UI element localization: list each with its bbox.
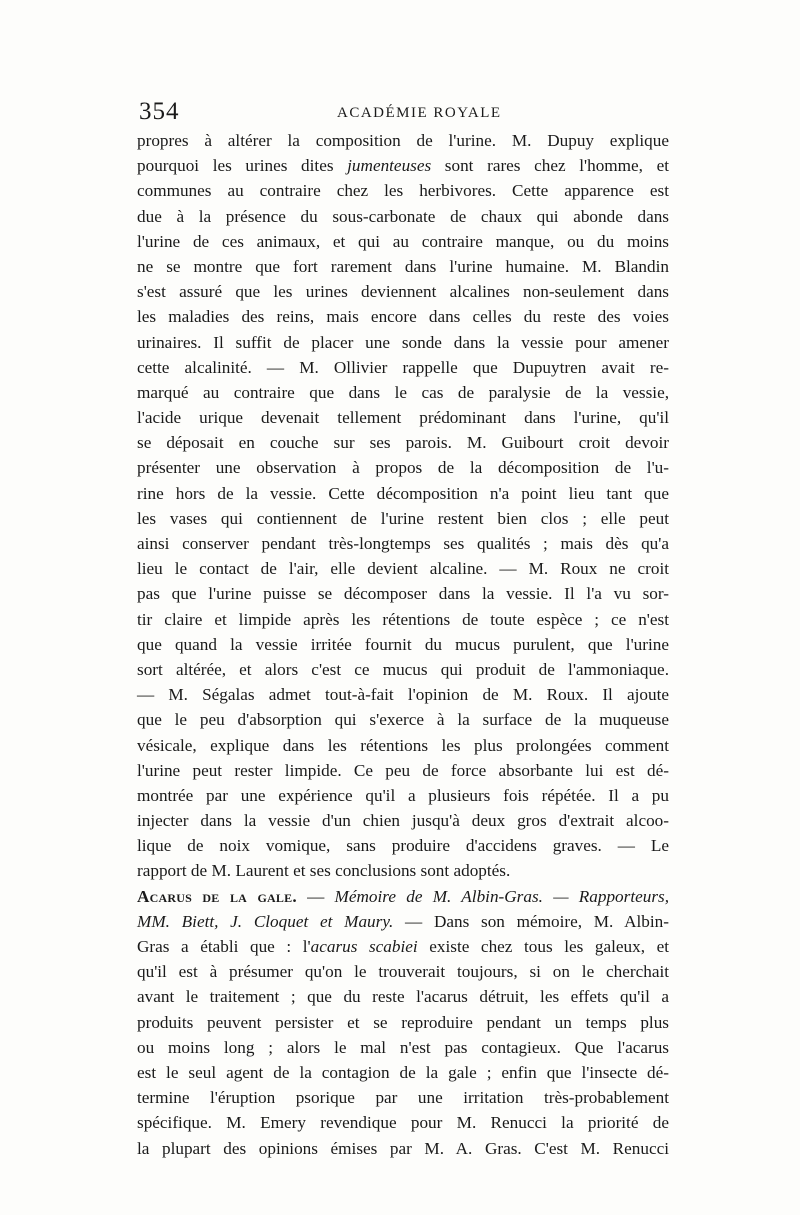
text-line — [137, 783, 669, 808]
text-segment: MM. Biett, J. Cloquet et Maury. — [137, 911, 394, 931]
text-line — [137, 1136, 669, 1161]
text-segment: est le seul agent de la contagion de la gale ; enfin que l'insecte dé- — [137, 1062, 669, 1082]
text-line — [137, 1010, 669, 1035]
body-text — [137, 128, 669, 1161]
text-line — [137, 405, 669, 430]
section-heading: Acarus de la gale. — [137, 886, 297, 906]
text-segment: l'acide urique devenait tellement prédominant dans l'urine, qu'il — [137, 408, 669, 428]
text-line — [137, 380, 669, 405]
text-line — [137, 455, 669, 480]
text-line — [137, 833, 669, 858]
text-segment: Gras a établi que : l' — [137, 937, 311, 956]
running-title: ACADÉMIE ROYALE — [337, 105, 502, 121]
text-line — [137, 355, 669, 380]
text-segment: due à la présence du sous-carbonate de chaux qui abonde dans — [137, 206, 669, 226]
page-number: 354 — [139, 98, 180, 125]
text-segment: s'est assuré que les urines deviennent alcalines non-seulement dans — [137, 282, 669, 302]
text-segment: montrée par une expérience qu'il a plusieurs fois répétée. Il a pu — [137, 785, 669, 805]
text-line — [137, 330, 669, 355]
text-line — [137, 1110, 669, 1135]
text-segment: jumenteuses — [347, 156, 432, 176]
text-line — [137, 556, 669, 581]
text-line — [137, 909, 669, 934]
text-segment: termine l'éruption psorique par une irritation très-probablement — [137, 1088, 669, 1108]
text-segment: — M. Ségalas admet tout-à-fait l'opinion de M. Roux. Il ajoute — [137, 685, 669, 705]
text-line — [137, 707, 669, 732]
text-line — [137, 884, 669, 909]
text-segment: pas que l'urine puisse se décomposer dans la vessie. Il l'a vu sor- — [137, 584, 669, 604]
text-segment: sont rares chez l'homme, et — [431, 156, 669, 176]
text-segment: communes au contraire chez les herbivores. Cette apparence est — [137, 181, 669, 201]
text-line — [137, 758, 669, 783]
text-line — [137, 607, 669, 632]
text-segment: marqué au contraire que dans le cas de paralysie de la vessie, — [137, 382, 669, 402]
text-line — [137, 1085, 669, 1110]
text-segment: Mémoire de M. Albin-Gras. — Rapporteurs, — [334, 886, 669, 906]
text-segment: urinaires. Il suffit de placer une sonde dans la vessie pour amener — [137, 332, 669, 352]
running-head — [137, 98, 669, 130]
text-segment: les vases qui contiennent de l'urine restent bien clos ; elle peut — [137, 508, 669, 528]
text-line — [137, 481, 669, 506]
text-segment: pourquoi les urines dites — [137, 156, 348, 176]
text-segment: se déposait en couche sur ses parois. M. Guibourt croit devoir — [137, 433, 669, 453]
text-line — [137, 632, 669, 657]
text-segment: vésicale, explique dans les rétentions les plus prolongées comment — [137, 735, 669, 755]
text-segment: les maladies des reins, mais encore dans celles du reste des voies — [137, 307, 669, 327]
text-segment: l'urine de ces animaux, et qui au contraire manque, ou du moins — [137, 231, 669, 251]
text-line — [137, 934, 669, 959]
text-segment: cette alcalinité. — M. Ollivier rappelle que Dupuytren avait re- — [137, 357, 669, 377]
text-segment: existe chez tous les galeux, et — [417, 937, 669, 956]
text-line — [137, 581, 669, 606]
text-line — [137, 254, 669, 279]
text-line — [137, 229, 669, 254]
text-line — [137, 531, 669, 556]
text-segment: propres à altérer la composition de l'urine. M. Dupuy explique — [137, 131, 669, 150]
text-segment: présenter une observation à propos de la décomposition de l'u- — [137, 458, 669, 478]
text-line — [137, 682, 669, 707]
text-line — [137, 279, 669, 304]
text-segment: acarus scabiei — [310, 937, 418, 956]
text-line — [137, 304, 669, 329]
text-line — [137, 657, 669, 682]
text-line — [137, 506, 669, 531]
text-segment: que le peu d'absorption qui s'exerce à la surface de la muqueuse — [137, 710, 669, 730]
text-line — [137, 1060, 669, 1085]
text-segment: l'urine peut rester limpide. Ce peu de force absorbante lui est dé- — [137, 760, 669, 780]
text-segment: — Dans son mémoire, M. Albin- — [393, 911, 669, 931]
text-segment: sort altérée, et alors c'est ce mucus qui produit de l'ammoniaque. — [137, 659, 669, 679]
text-segment: tir claire et limpide après les rétentions de toute espèce ; ce n'est — [137, 609, 669, 629]
text-segment: spécifique. M. Emery revendique pour M. Renucci la priorité de — [137, 1113, 669, 1133]
text-line — [137, 959, 669, 984]
text-segment: que quand la vessie irritée fournit du mucus purulent, que l'urine — [137, 634, 669, 654]
text-segment: ne se montre que fort rarement dans l'urine humaine. M. Blandin — [137, 256, 669, 276]
text-segment: rapport de M. Laurent et ses conclusions sont adoptés. — [137, 861, 511, 881]
text-line — [137, 984, 669, 1009]
text-line — [137, 808, 669, 833]
text-segment: avant le traitement ; que du reste l'acarus détruit, les effets qu'il a — [137, 987, 669, 1007]
text-line — [137, 858, 669, 883]
text-segment: produits peuvent persister et se reproduire pendant un temps plus — [137, 1012, 669, 1032]
text-segment: lieu le contact de l'air, elle devient alcaline. — M. Roux ne croit — [137, 559, 669, 579]
text-line — [137, 178, 669, 203]
text-segment: ou moins long ; alors le mal n'est pas contagieux. Que l'acarus — [137, 1037, 669, 1057]
text-segment: lique de noix vomique, sans produire d'accidens graves. — Le — [137, 836, 669, 856]
text-line — [137, 1035, 669, 1060]
text-line — [137, 204, 669, 229]
text-line — [137, 430, 669, 455]
text-segment: injecter dans la vessie d'un chien jusqu'à deux gros d'extrait alcoo- — [137, 811, 669, 831]
text-line — [137, 153, 669, 178]
text-line — [137, 733, 669, 758]
text-segment: la plupart des opinions émises par M. A. Gras. C'est M. Renucci — [137, 1138, 669, 1158]
text-segment: — — [296, 886, 335, 906]
text-line — [137, 128, 669, 153]
text-segment: rine hors de la vessie. Cette décomposition n'a point lieu tant que — [137, 483, 669, 503]
text-segment: ainsi conserver pendant très-longtemps ses qualités ; mais dès qu'a — [137, 534, 669, 553]
text-segment: qu'il est à présumer qu'on le trouverait toujours, si on le cherchait — [137, 962, 669, 982]
